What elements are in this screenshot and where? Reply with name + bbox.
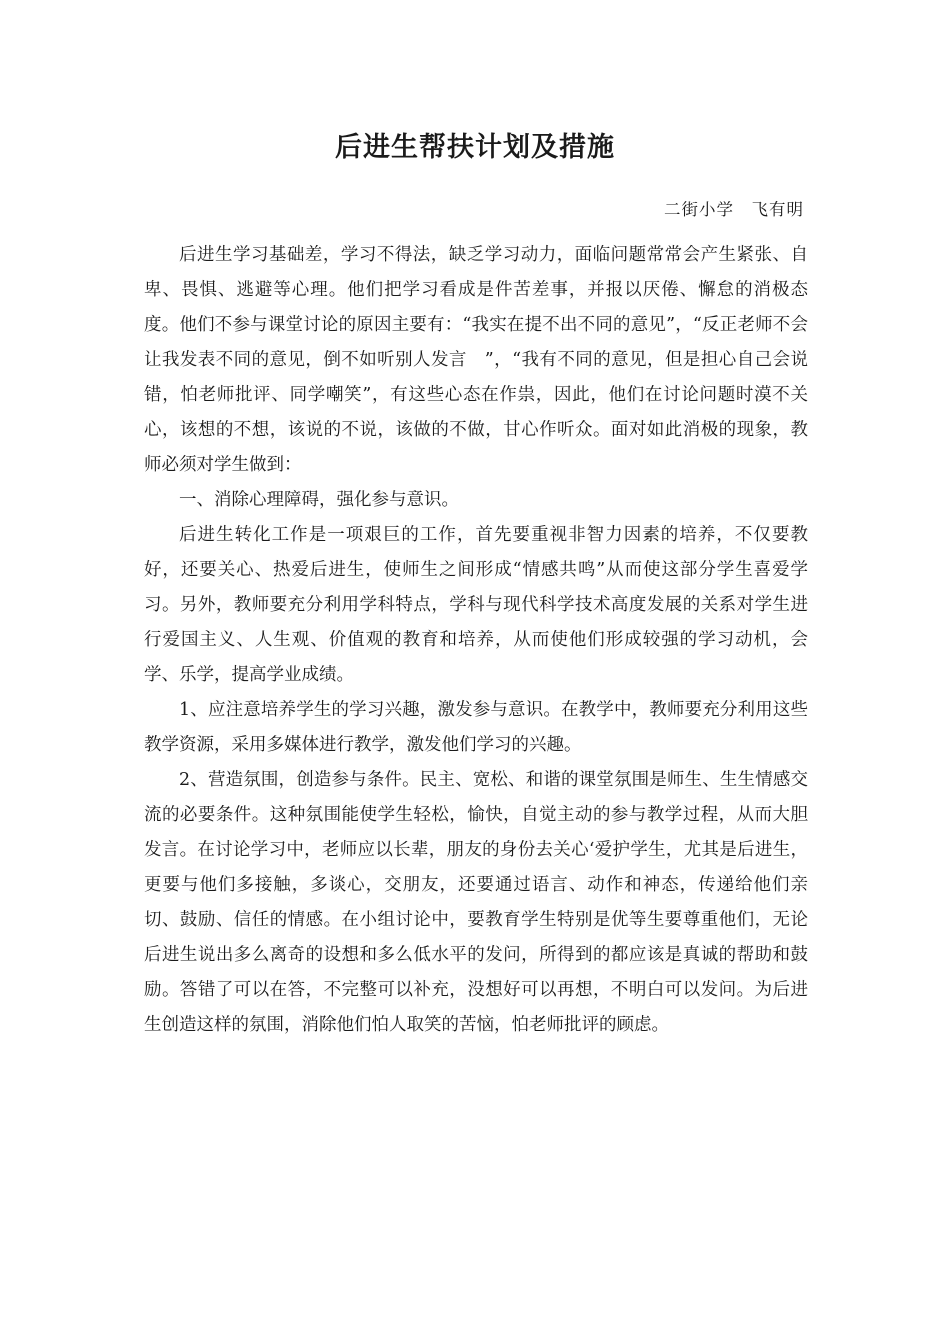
author-byline: 二街小学 飞有明 [664,200,804,219]
section-heading-1: 一、消除心理障碍，强化参与意识。 [179,490,459,510]
paragraph-section-1: 后进生转化工作是一项艰巨的工作，首先要重视非智力因素的培养，不仅要教好，还要关心、热爱后进生，使师生之间形成“情感共鸣”从而使这部分学生喜爱学习。另外，教师要充分利用学科特点，学科与现代科学技术高度发展的关系对学生进行爱国主义、人生观、价值观的教育和培养，从而使他们形成较强的学习动机，会学、乐学，提高学业成绩。 [144,525,808,685]
document-body [144,238,808,1043]
paragraph-point-2: 2、营造氛围，创造参与条件。民主、宽松、和谐的课堂氛围是师生、生生情感交流的必要条件。这种氛围能使学生轻松，愉快，自觉主动的参与教学过程，从而大胆发言。在讨论学习中，老师应以长辈，朋友的身份去关心‘爱护学生，尤其是后进生，更要与他们多接触，多谈心，交朋友，还要通过语言、动作和神态，传递给他们亲切、鼓励、信任的情感。在小组讨论中，要教育学生特别是优等生要尊重他们，无论后进生说出多么离奇的设想和多么低水平的发问，所得到的都应该是真诚的帮助和鼓励。答错了可以在答，不完整可以补充，没想好可以再想，不明白可以发问。为后进生创造这样的氛围，消除他们怕人取笑的苦恼，怕老师批评的顾虑。 [144,770,808,1035]
document-title: 后进生帮扶计划及措施 [335,132,615,163]
paragraph-point-1: 1、应注意培养学生的学习兴趣，激发参与意识。在教学中，教师要充分利用这些教学资源，采用多媒体进行教学，激发他们学习的兴趣。 [144,700,808,755]
paragraph-intro: 后进生学习基础差，学习不得法，缺乏学习动力，面临问题常常会产生紧张、自卑、畏惧、逃避等心理。他们把学习看成是件苦差事，并报以厌倦、懈怠的消极态度。他们不参与课堂讨论的原因主要有：“我实在提不出不同的意见”，“反正老师不会让我发表不同的意见，倒不如听别人发言 ”，“我有不同的意见，但是担心自己会说错，怕老师批评、同学嘲笑”，有这些心态在作祟，因此，他们在讨论问题时漠不关心，该想的不想，该说的不说，该做的不做，甘心作听众。面对如此消极的现象，教师必须对学生做到： [144,245,808,475]
